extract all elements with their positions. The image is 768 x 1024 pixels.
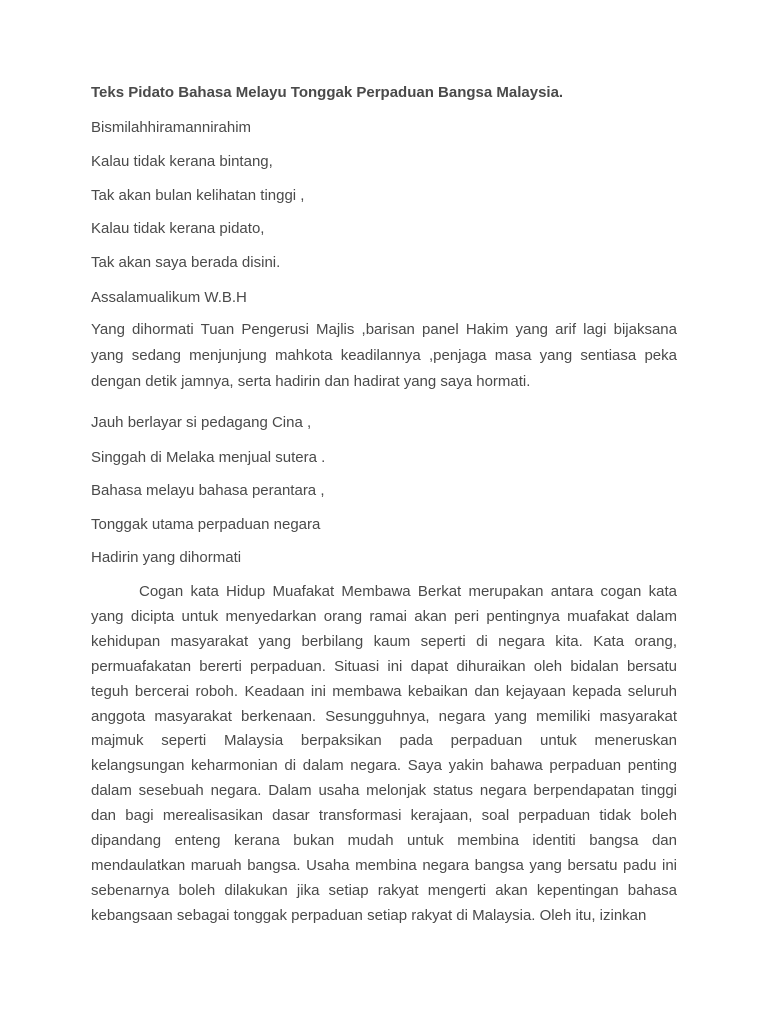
pantun-line: Tak akan saya berada disini. [91,254,281,271]
pantun-line: Jauh berlayar si pedagang Cina , [91,414,312,431]
opening-line: Bismilahhiramannirahim [91,119,252,136]
document-title: Teks Pidato Bahasa Melayu Tonggak Perpaduan Bangsa Malaysia. [91,84,564,101]
pantun-line: Tonggak utama perpaduan negara [91,516,321,533]
body-paragraph: Cogan kata Hidup Muafakat Membawa Berkat merupakan antara cogan kata yang dicipta untuk menyedarkan orang ramai akan peri pentingnya muafakat dalam kehidupan masyarakat yang berbilang kaum seperti di negara kita. Kata orang, permuafakatan bererti perpaduan. Situasi ini dapat dihuraikan oleh bidalan bersatu teguh bercerai roboh. Keadaan ini membawa kebaikan dan kejayaan kepada seluruh anggota masyarakat berkenaan. Sesungguhnya, negara yang memiliki masyarakat majmuk seperti Malaysia berpaksikan pada perpaduan untuk meneruskan kelangsungan keharmonian di dalam negara. Saya yakin bahawa perpaduan penting dalam sesebuah negara. Dalam usaha melonjak status negara berpendapatan tinggi dan bagi merealisasikan dasar transformasi kerajaan, soal perpaduan tidak boleh dipandang enteng kerana bukan mudah untuk membina identiti bangsa dan mendaulatkan maruah bangsa. Usaha membina negara bangsa yang bersatu padu ini sebenarnya boleh dilakukan jika setiap rakyat mengerti akan kepentingan bahasa kebangsaan sebagai tonggak perpaduan setiap rakyat di Malaysia. Oleh itu, izinkan [91,583,677,924]
greeting-paragraph: Yang dihormati Tuan Pengerusi Majlis ,barisan panel Hakim yang arif lagi bijaksana yang sedang menjunjung mahkota keadilannya ,penjaga masa yang sentiasa peka dengan detik jamnya, serta hadirin dan hadirat yang saya hormati. [91,321,677,390]
pantun-line: Bahasa melayu bahasa perantara , [91,482,325,499]
pantun-line: Kalau tidak kerana pidato, [91,220,265,237]
pantun-line: Singgah di Melaka menjual sutera . [91,449,326,466]
salam-line: Assalamualikum W.B.H [91,289,247,306]
pantun-line: Kalau tidak kerana bintang, [91,153,273,170]
address-line: Hadirin yang dihormati [91,549,242,566]
pantun-line: Tak akan bulan kelihatan tinggi , [91,187,305,204]
